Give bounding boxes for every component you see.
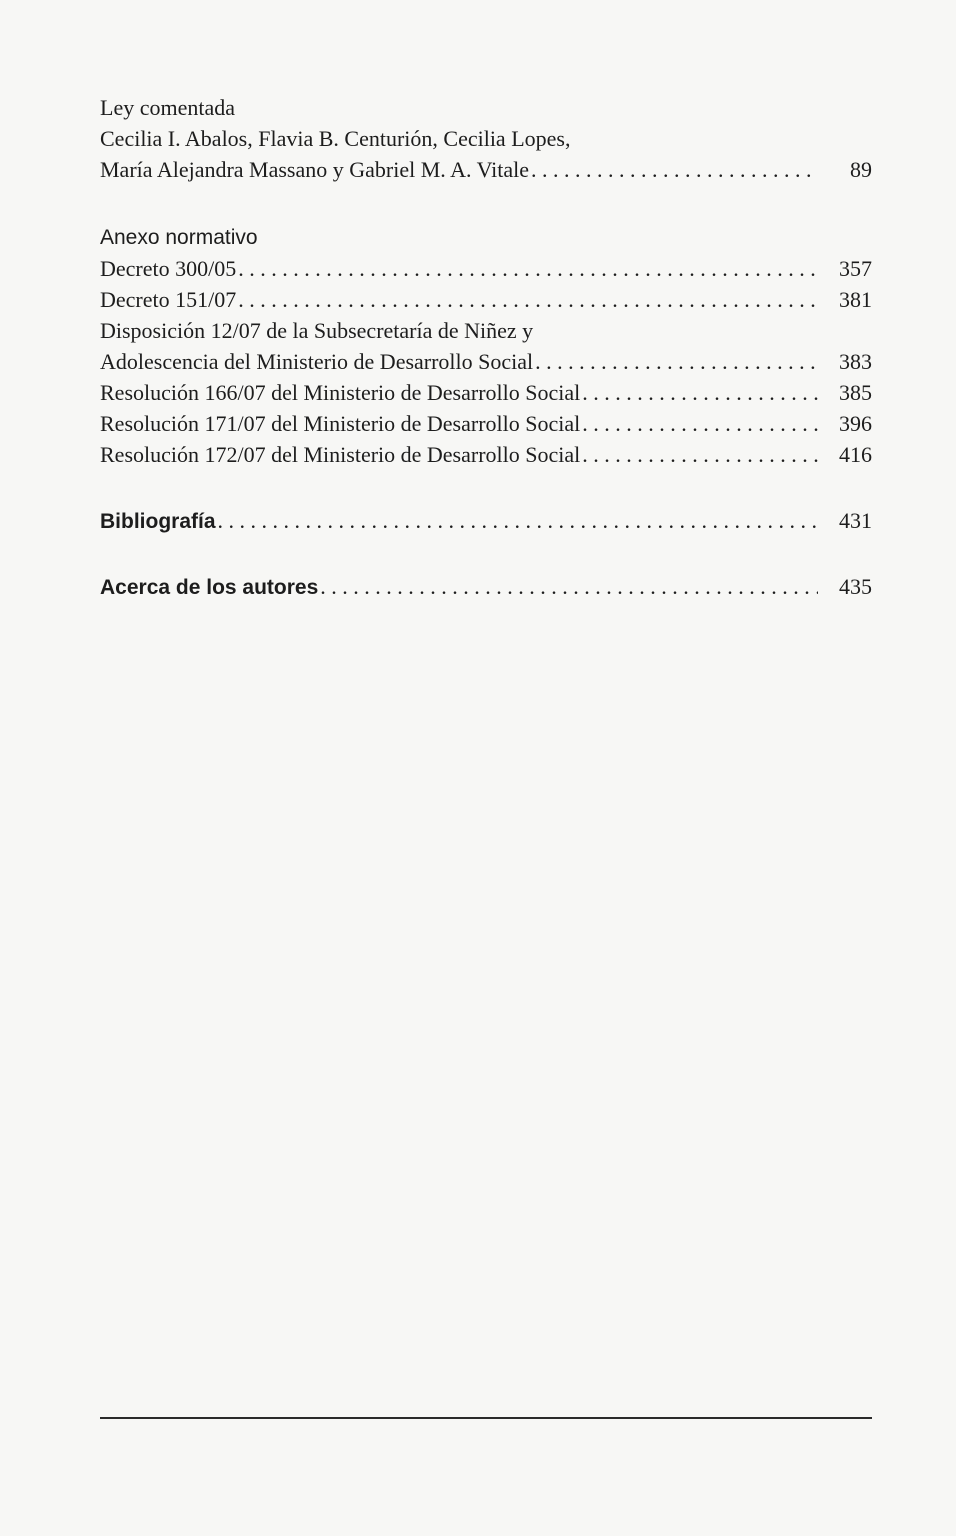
toc-entry-label: Resolución 172/07 del Ministerio de Desarrollo Social <box>100 442 581 467</box>
toc-entry-acerca-de-los-autores[interactable] <box>100 571 872 602</box>
disposicion-line-2: Adolescencia del Ministerio de Desarrollo Social <box>100 349 534 374</box>
toc-entry-resolucion-171-07[interactable] <box>100 408 872 439</box>
dot-leader <box>582 439 818 470</box>
page-number: 385 <box>839 380 872 405</box>
ley-comentada-authors-line-1: Cecilia I. Abalos, Flavia B. Centurión, Cecilia Lopes, <box>100 126 571 151</box>
dot-leader <box>531 154 818 185</box>
toc-entry-bibliografia[interactable] <box>100 505 872 536</box>
bibliografia-label: Bibliografía <box>100 510 216 533</box>
page-number: 435 <box>839 574 872 599</box>
page-number: 396 <box>839 411 872 436</box>
toc-entry-disposicion-12-07[interactable] <box>100 346 872 377</box>
dot-leader <box>238 253 818 284</box>
toc-entry-resolucion-166-07[interactable] <box>100 377 872 408</box>
bottom-rule <box>100 1417 872 1419</box>
ley-comentada-entry[interactable] <box>100 154 872 185</box>
dot-leader <box>535 346 818 377</box>
anexo-normativo-heading: Anexo normativo <box>100 226 258 249</box>
dot-leader <box>320 571 818 602</box>
toc-entry-label: Resolución 166/07 del Ministerio de Desarrollo Social <box>100 380 581 405</box>
dot-leader <box>218 505 818 536</box>
page-number: 381 <box>839 287 872 312</box>
page-number: 383 <box>839 349 872 374</box>
toc-entry-decreto-151-07[interactable] <box>100 284 872 315</box>
dot-leader <box>582 377 818 408</box>
toc-entry-label: Resolución 171/07 del Ministerio de Desarrollo Social <box>100 411 581 436</box>
page-number: 416 <box>839 442 872 467</box>
ley-comentada-heading: Ley comentada <box>100 95 235 120</box>
toc-entry-decreto-300-05[interactable] <box>100 253 872 284</box>
toc-entry-label: Decreto 300/05 <box>100 256 237 281</box>
disposicion-line-1: Disposición 12/07 de la Subsecretaría de Niñez y <box>100 318 534 343</box>
page-number: 89 <box>850 157 872 182</box>
page-number: 357 <box>839 256 872 281</box>
table-of-contents <box>100 92 872 602</box>
acerca-label: Acerca de los autores <box>100 576 319 599</box>
toc-entry-resolucion-172-07[interactable] <box>100 439 872 470</box>
page-number: 431 <box>839 508 872 533</box>
dot-leader <box>238 284 818 315</box>
toc-entry-label: Decreto 151/07 <box>100 287 237 312</box>
dot-leader <box>582 408 818 439</box>
ley-comentada-authors-line-2: María Alejandra Massano y Gabriel M. A. Vitale <box>100 157 529 182</box>
